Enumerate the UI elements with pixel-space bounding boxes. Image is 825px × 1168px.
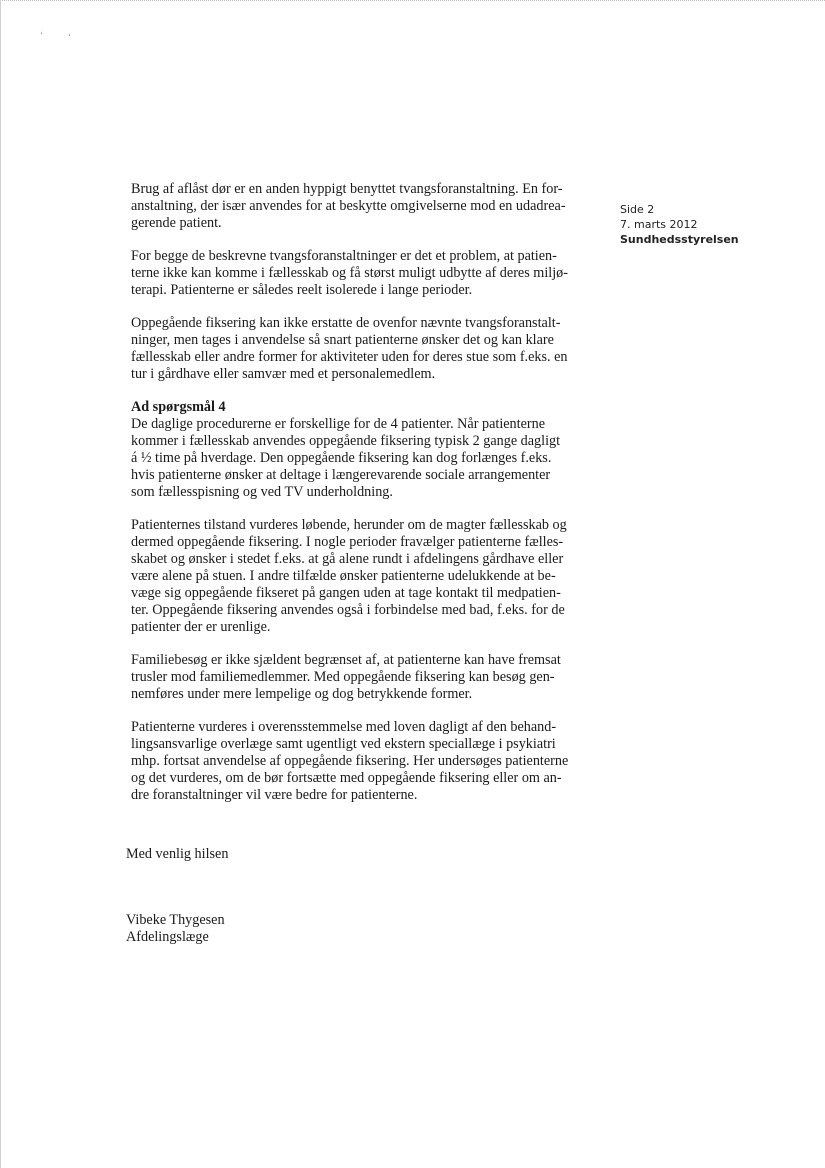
text-line: Familiebesøg er ikke sjældent begrænset af, at patienterne kan have fremsat [131, 652, 561, 668]
paragraph-gap [131, 383, 581, 399]
paragraph-gap [131, 232, 581, 248]
paragraph-gap [131, 703, 581, 719]
text-line: Patienternes tilstand vurderes løbende, herunder om de magter fællesskab og [131, 517, 567, 533]
scan-edge-top [0, 0, 825, 4]
paragraph [131, 181, 581, 232]
text-line: lingsansvarlige overlæge samt ugentligt ved ekstern speciallæge i psykiatri [131, 736, 556, 752]
paragraph [131, 399, 581, 501]
scan-speck: ‘ [68, 32, 71, 42]
text-line: være alene på stuen. I andre tilfælde ønsker patienterne udelukkende at be- [131, 568, 556, 584]
closing-salutation: Med venlig hilsen [126, 846, 229, 862]
text-line: mhp. fortsat anvendelse af oppegående fiksering. Her undersøges patienterne [131, 753, 569, 769]
text-line: De daglige procedurerne er forskellige for de 4 patienter. Når patienterne [131, 416, 545, 432]
paragraph [131, 248, 581, 299]
text-line: ter. Oppegående fiksering anvendes også i forbindelse med bad, f.eks. for de [131, 602, 565, 618]
text-line: ninger, men tages i anvendelse så snart patienterne ønsker det og kan klare [131, 332, 554, 348]
text-line: kommer i fællesskab anvendes oppegående fiksering typisk 2 gange dagligt [131, 433, 561, 449]
text-line: trusler mod familiemedlemmer. Med oppegående fiksering kan besøg gen- [131, 669, 555, 685]
letter-date: 7. marts 2012 [620, 218, 698, 231]
text-line: dermed oppegående fiksering. I nogle perioder fravælger patienterne fælles- [131, 534, 564, 550]
text-line: terapi. Patienterne er således reelt isolerede i lange perioder. [131, 282, 473, 298]
text-line: patienter der er urenlige. [131, 619, 271, 635]
text-line: hvis patienterne ønsker at deltage i længerevarende sociale arrangementer [131, 467, 551, 483]
signer-name: Vibeke Thygesen [126, 912, 225, 928]
signature-block [126, 912, 225, 946]
paragraph-gap [131, 501, 581, 517]
text-line: Oppegående fiksering kan ikke erstatte de ovenfor nævnte tvangsforanstalt- [131, 315, 561, 331]
text-line: fællesskab eller andre former for aktiviteter uden for deres stue som f.eks. en [131, 349, 568, 365]
paragraph [131, 719, 581, 804]
text-line: og det vurderes, om de bør fortsætte med oppegående fiksering eller om an- [131, 770, 562, 786]
text-line: anstaltning, der især anvendes for at beskytte omgivelserne mod en udadrea- [131, 198, 566, 214]
scan-edge-left [0, 0, 4, 1168]
text-line: skabet og ønsker i stedet f.eks. at gå alene rundt i afdelingens gårdhave eller [131, 551, 564, 567]
letter-sidebar [620, 202, 800, 247]
paragraph [131, 517, 581, 636]
text-line: nemføres under mere lempelige og dog betrykkende former. [131, 686, 473, 702]
text-line: Brug af aflåst dør er en anden hyppigt benyttet tvangsforanstaltning. En for- [131, 181, 563, 197]
text-line: som fællesspisning og ved TV underholdning. [131, 484, 393, 500]
scan-speck: ‘ [40, 30, 43, 40]
text-line: tur i gårdhave eller samvær med et personalemedlem. [131, 366, 436, 382]
letter-body [131, 181, 581, 804]
text-line: For begge de beskrevne tvangsforanstaltninger er det et problem, at patien- [131, 248, 557, 264]
text-line: terne ikke kan komme i fællesskab og få størst muligt udbytte af deres miljø- [131, 265, 568, 281]
paragraph-gap [131, 636, 581, 652]
text-line: væge sig oppegående fikseret på gangen uden at tage kontakt til medpatien- [131, 585, 561, 601]
signer-title: Afdelingslæge [126, 929, 209, 945]
text-line: Patienterne vurderes i overensstemmelse med loven dagligt af den behand- [131, 719, 557, 735]
paragraph-gap [131, 299, 581, 315]
organization-name: Sundhedsstyrelsen [620, 233, 739, 246]
paragraph [131, 652, 581, 703]
page-number: Side 2 [620, 203, 655, 216]
section-heading: Ad spørgsmål 4 [131, 399, 226, 415]
text-line: dre foranstaltninger vil være bedre for patienterne. [131, 787, 418, 803]
text-line: gerende patient. [131, 215, 222, 231]
text-line: á ½ time på hverdage. Den oppegående fiksering kan dog forlænges f.eks. [131, 450, 552, 466]
paragraph [131, 315, 581, 383]
